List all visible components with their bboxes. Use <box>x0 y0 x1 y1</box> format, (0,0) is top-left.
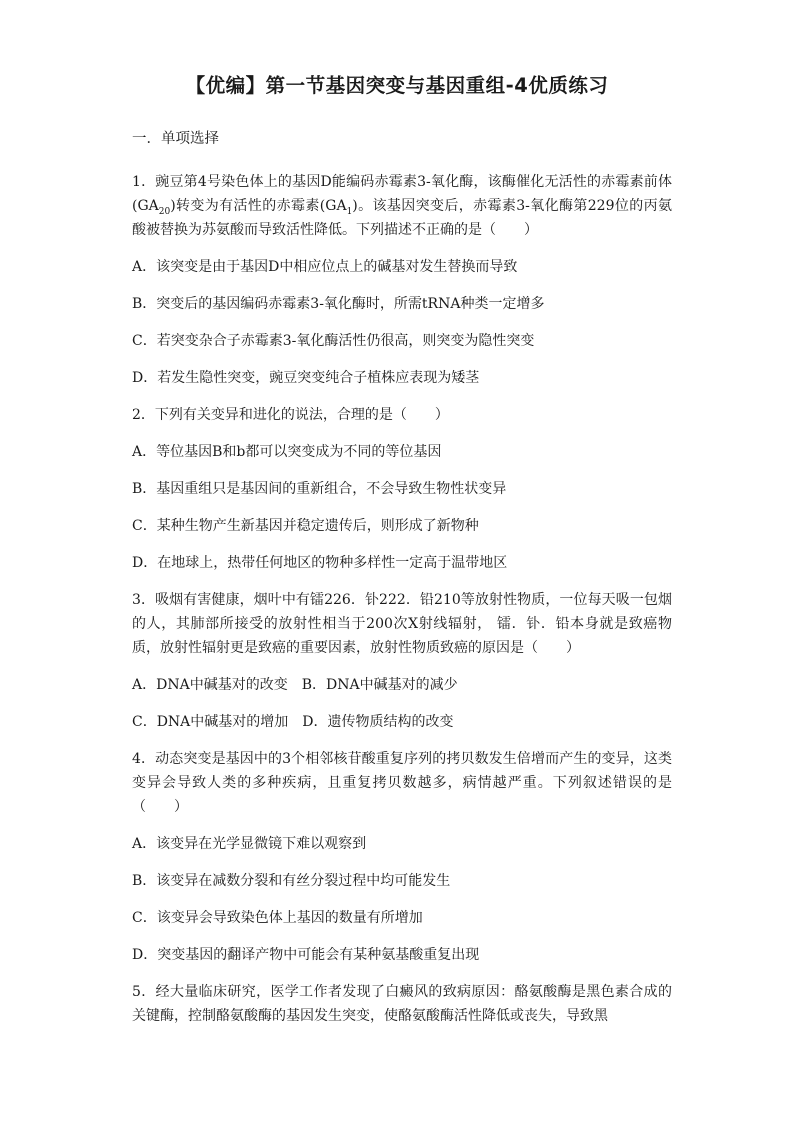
question-3-options-row-1 <box>132 673 672 697</box>
question-3-option-c: C．DNA中碱基对的增加 <box>132 714 289 730</box>
question-list <box>132 170 672 1041</box>
question-4-option-a: A．该变异在光学显微镜下难以观察到 <box>132 836 367 852</box>
question-1-option-c: C．若突变杂合子赤霉素3-氧化酶活性仍很高，则突变为隐性突变 <box>132 333 535 349</box>
document-title: 【优编】第一节基因突变与基因重组-4优质练习 <box>185 74 609 97</box>
question-4-option-c: C．该变异会导致染色体上基因的数量有所增加 <box>132 910 423 926</box>
subscript: 20 <box>158 206 171 217</box>
question-4-option-b: B．该变异在减数分裂和有丝分裂过程中均可能发生 <box>132 873 451 889</box>
question-3-option-a: A．DNA中碱基对的改变 <box>132 677 288 693</box>
question-3-option-b: B．DNA中碱基对的减少 <box>301 677 458 693</box>
question-1-option-d: D．若发生隐性突变，豌豆突变纯合子植株应表现为矮茎 <box>132 370 480 386</box>
question-3-options-row-2 <box>132 710 672 734</box>
question-5-stem: 5．经大量临床研究，医学工作者发现了白癜风的致病原因：酪氨酸酶是黑色素合成的关键酶，控制酪氨酸酶的基因发生突变，使酪氨酸酶活性降低或丧失，导致黑 <box>132 984 672 1024</box>
question-3-option-d: D．遗传物质结构的改变 <box>302 714 454 730</box>
question-2-option-a: A．等位基因B和b都可以突变成为不同的等位基因 <box>132 444 442 460</box>
section-heading: 一．单项选择 <box>132 131 219 147</box>
question-2-option-c: C．某种生物产生新基因并稳定遗传后，则形成了新物种 <box>132 518 479 534</box>
question-3-stem: 3．吸烟有害健康，烟叶中有镭226．钋222．铅210等放射性物质，一位每天吸一包烟的人，其肺部所接受的放射性相当于200次X射线辐射， 镭．钋．铅本身就是致癌物质，放射性辐射更是致癌的重要因素，放射性物质致癌的原因是（ ） <box>132 592 672 656</box>
question-1-stem: 1．豌豆第4号染色体上的基因D能编码赤霉素3-氧化酶，该酶催化无活性的赤霉素前体$(GA_{20})$转变为有活性的赤霉素$(GA_1)$。该基因突变后，赤霉素3-氧化酶第229位的丙氨酸被替换为苏氨酸而导致活性降低。下列描述不正确的是（ ） <box>132 174 672 238</box>
subscript: 1 <box>346 206 353 217</box>
question-2-option-b: B．基因重组只是基因间的重新组合，不会导致生物性状变异 <box>132 481 507 497</box>
question-2-option-d: D．在地球上，热带任何地区的物种多样性一定高于温带地区 <box>132 555 508 571</box>
question-4-stem: 4．动态突变是基因中的3个相邻核苷酸重复序列的拷贝数发生倍增而产生的变异，这类变异会导致人类的多种疾病，且重复拷贝数越多，病情越严重。下列叙述错误的是（ ） <box>132 751 672 815</box>
question-1-option-b: B．突变后的基因编码赤霉素3-氧化酶时，所需tRNA种类一定增多 <box>132 296 545 312</box>
question-4-option-d: D．突变基因的翻译产物中可能会有某种氨基酸重复出现 <box>132 947 480 963</box>
question-2-stem: 2．下列有关变异和进化的说法，合理的是（ ） <box>132 407 449 423</box>
question-1-option-a: A．该突变是由于基因D中相应位点上的碱基对发生替换而导致 <box>132 259 518 275</box>
